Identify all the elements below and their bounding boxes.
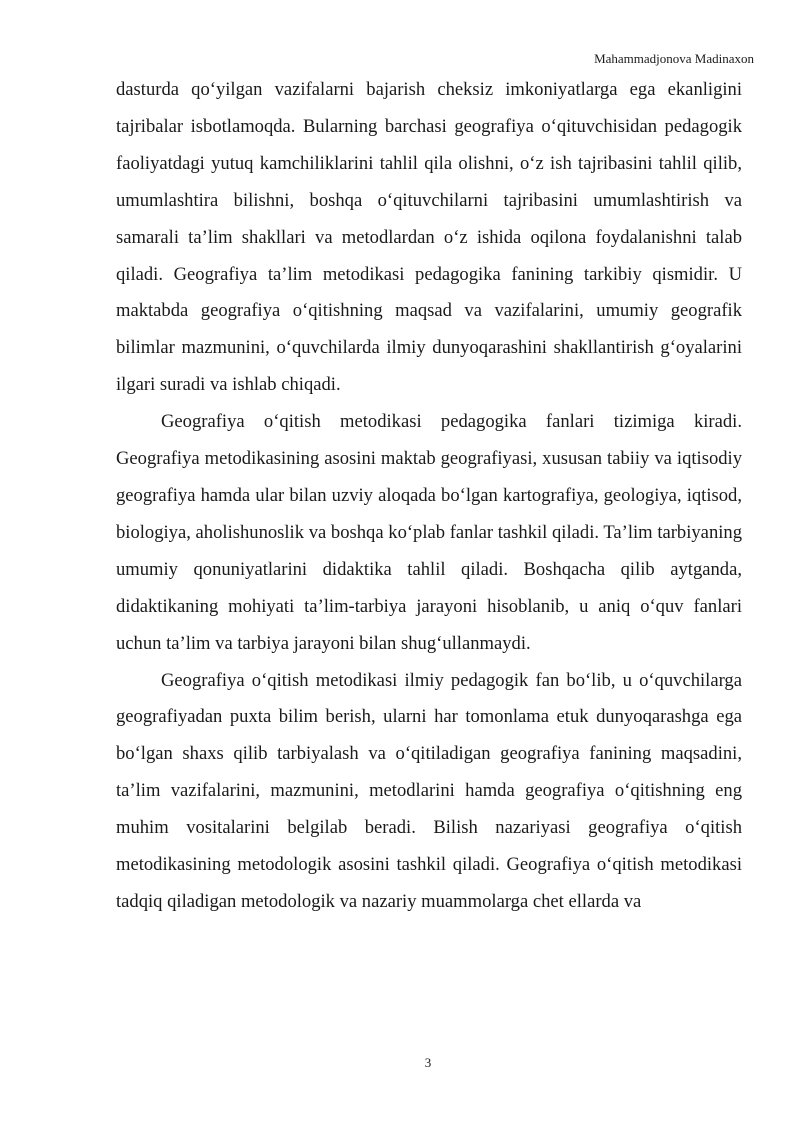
paragraph-continued: dasturda qo‘yilgan vazifalarni bajarish cheksiz imkoniyatlarga ega ekanligini tajribalar isbotlamoqda. Bularning barchasi geografiya o‘qituvchisidan pedagogik faoliyatdagi yutuq kamchiliklarini tahlil qila olishni, o‘z ish tajribasini tahlil qilib, umumlashtira bilishni, boshqa o‘qituvchilarni tajribasini umumlashtirish va samarali ta’lim shakllari va metodlardan o‘z ishida oqilona foydalanishni talab qiladi. Geografiya ta’lim metodikasi pedagogika fanining tarkibiy qismidir. U maktabda geografiya o‘qitishning maqsad va vazifalarini, umumiy geografik bilimlar mazmunini, o‘quvchilarda ilmiy dunyoqarashini shakllantirish g‘oyalarini ilgari suradi va ishlab chiqadi. (116, 79, 742, 396)
paragraph-methodology-system: Geografiya o‘qitish metodikasi pedagogika fanlari tizimiga kiradi. Geografiya metodikasining asosini maktab geografiyasi, xususan tabiiy va iqtisodiy geografiya hamda ular bilan uzviy aloqada bo‘lgan kartografiya, geologiya, iqtisod, biologiya, aholishunoslik va boshqa ko‘plab fanlar tashkil qiladi. Ta’lim tarbiyaning umumiy qonuniyatlarini didaktika tahlil qiladi. Boshqacha qilib aytganda, didaktikaning mohiyati ta’lim-tarbiya jarayoni hisoblanib, u aniq o‘quv fanlari uchun ta’lim va tarbiya jarayoni bilan shug‘ullanmaydi. (116, 411, 742, 654)
document-body (116, 72, 742, 921)
page-number: 3 (424, 1055, 432, 1070)
paragraph-methodology-science: Geografiya o‘qitish metodikasi ilmiy pedagogik fan bo‘lib, u o‘quvchilarga geografiyadan puxta bilim berish, ularni har tomonlama etuk dunyoqarashga ega bo‘lgan shaxs qilib tarbiyalash va o‘qitiladigan geografiya fanining maqsadini, ta’lim vazifalarini, mazmunini, metodlarini hamda geografiya o‘qitishning eng muhim vositalarini belgilab beradi. Bilish nazariyasi geografiya o‘qitish metodikasining metodologik asosini tashkil qiladi. Geografiya o‘qitish metodikasi tadqiq qiladigan metodologik va nazariy muammolarga chet ellarda va (116, 669, 742, 912)
header-author: Mahammadjonova Madinaxon (594, 51, 754, 66)
